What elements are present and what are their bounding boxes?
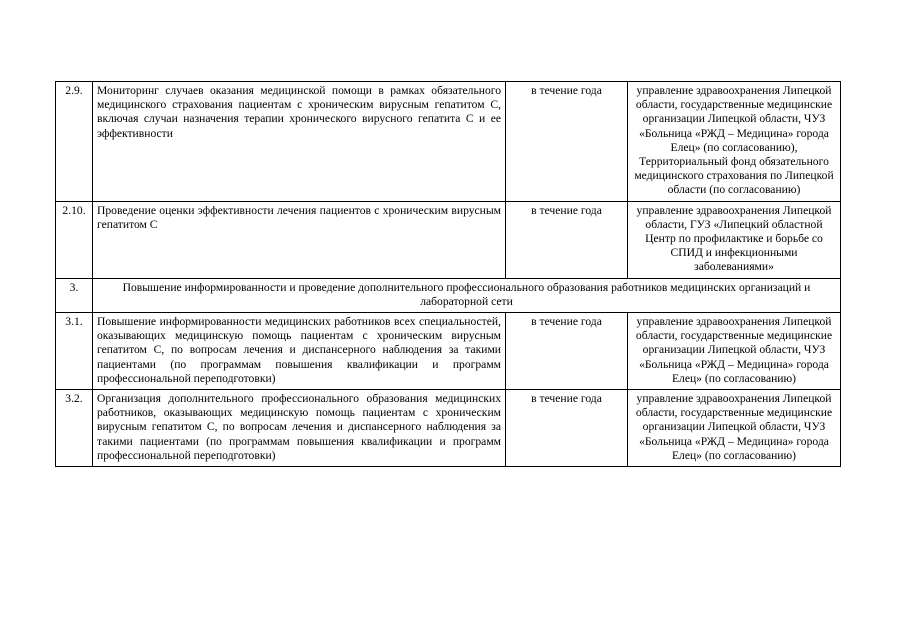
item-number: 2.9. <box>56 82 93 202</box>
item-term: в течение года <box>506 313 628 390</box>
item-responsible: управление здравоохранения Липецкой области, государственные медицинские организации Липецкой области, ЧУЗ «Больница «РЖД – Медицина» города Елец» (по согласованию) <box>628 390 841 467</box>
section-row-3 <box>56 278 841 312</box>
item-description: Мониторинг случаев оказания медицинской помощи в рамках обязательного медицинского страхования пациентам с хроническим вирусным гепатитом С, включая случаи назначения терапии хронического вирусного гепатита С и ее эффективности <box>93 82 506 202</box>
table-row-3-1 <box>56 313 841 390</box>
table-row-2-10 <box>56 201 841 278</box>
table-row-2-9 <box>56 82 841 202</box>
action-plan-table <box>55 81 841 467</box>
item-term: в течение года <box>506 82 628 202</box>
item-number: 3.2. <box>56 390 93 467</box>
section-title: Повышение информированности и проведение дополнительного профессионального образования работников медицинских организаций и лабораторной сети <box>93 278 841 312</box>
item-term: в течение года <box>506 201 628 278</box>
item-number: 3.1. <box>56 313 93 390</box>
item-description: Повышение информированности медицинских работников всех специальностей, оказывающих медицинскую помощь пациентам с хроническим вирусным гепатитом С, по вопросам лечения и диспансерного наблюдения за такими пациентами (по программам повышения квалификации и программ профессиональной переподготовки) <box>93 313 506 390</box>
item-responsible: управление здравоохранения Липецкой области, ГУЗ «Липецкий областной Центр по профилактике и борьбе со СПИД и инфекционными заболеваниями» <box>628 201 841 278</box>
item-responsible: управление здравоохранения Липецкой области, государственные медицинские организации Липецкой области, ЧУЗ «Больница «РЖД – Медицина» города Елец» (по согласованию), Территориальный фонд обязательного медицинского страхования по Липецкой области (по согласованию) <box>628 82 841 202</box>
item-description: Проведение оценки эффективности лечения пациентов с хроническим вирусным гепатитом С <box>93 201 506 278</box>
item-term: в течение года <box>506 390 628 467</box>
item-description: Организация дополнительного профессионального образования медицинских работников, оказывающих медицинскую помощь пациентам с хроническим вирусным гепатитом С, по вопросам лечения и диспансерного наблюдения за такими пациентами (по программам повышения квалификации и программ профессиональной переподготовки) <box>93 390 506 467</box>
item-number: 2.10. <box>56 201 93 278</box>
item-responsible: управление здравоохранения Липецкой области, государственные медицинские организации Липецкой области, ЧУЗ «Больница «РЖД – Медицина» города Елец» (по согласованию) <box>628 313 841 390</box>
table-row-3-2 <box>56 390 841 467</box>
section-number: 3. <box>56 278 93 312</box>
